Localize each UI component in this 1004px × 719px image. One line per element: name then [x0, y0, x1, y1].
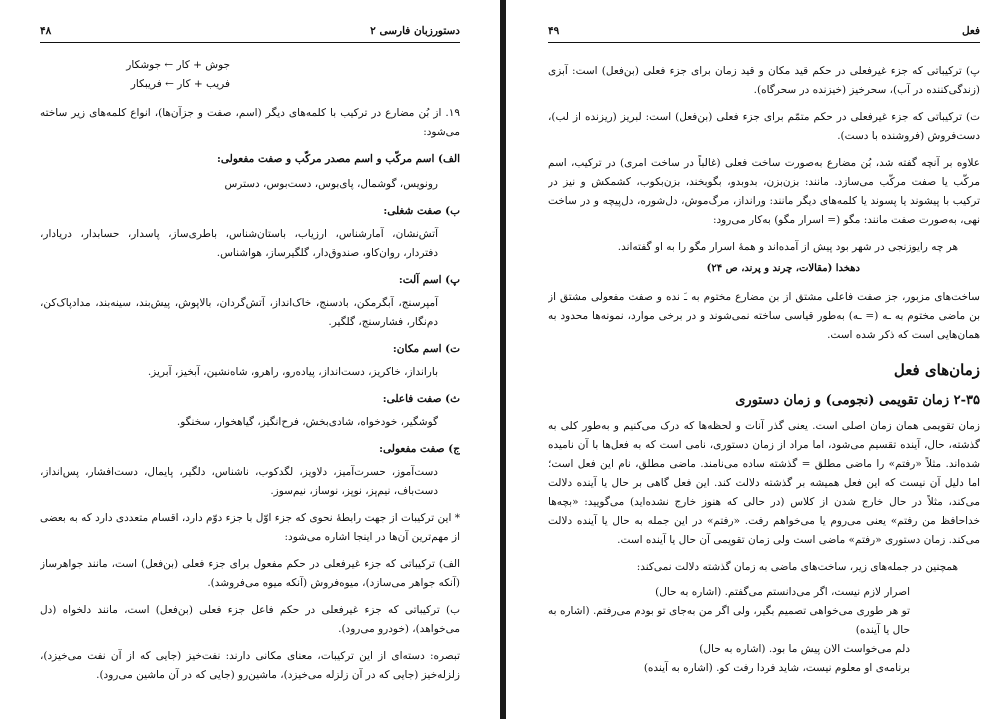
subsection-title: ۲-۳۵ زمان تقویمی (نجومی) و زمان دستوری: [735, 393, 980, 408]
paragraph: همچنین در جمله‌های زیر، ساخت‌های ماضی به زمان گذشته دلالت نمی‌کند:: [636, 561, 958, 573]
page-number: ۴۹: [548, 25, 560, 37]
section-heading: الف) اسم مرکّب و اسم مصدر مرکّب و صفت مفعولی:: [217, 153, 460, 165]
paragraph: ساخت‌های مزبور، جز صفت فاعلی مشتق از بن مضارع مختوم به ـَ نده و صفت مفعولی مشتق از بن ماضی مختوم به ـه (= ـه) به‌طور قیاسی ساخته نمی‌شوند و در برخی موارد، نمونه‌ها محدود به همان‌هایی است که ذکر شده است.: [548, 291, 980, 341]
page-header: [548, 24, 980, 38]
right-page: [548, 0, 980, 719]
note-alef: الف) ترکیباتی که جزء غیرفعلی در حکم مفعول برای جزء فعلی (بن‌فعل) است، مانند جواهرساز (آنکه جواهر می‌سازد)، میوه‌فروش (آنکه میوه می‌فروشد).: [40, 558, 460, 589]
page-gutter: [500, 0, 506, 719]
paragraph: زمان تقویمی همان زمان اصلی است. یعنی گذر آنات و لحظه‌ها که درک می‌کنیم و به‌طور کلی به گذشته، حال، آینده تقسیم می‌شود، اما مراد از زمان دستوری، نامی است که به فعل‌ها با آن نامیده شده‌اند. مثلاً «رفتم» را ماضی مطلق = گذشته ساده می‌نامند. ماضی مطلق، نام این فعل است؛ اما دلیل آن نیست که این فعل همیشه بر گذشته دلالت کند. این فعل گاهی بر حال یا آینده دلالت می‌کند، مثلاً در حال خارج شدن از کلاس (در حالی که هنوز خارج نشده‌اید) می‌گویید: «بچه‌ها خداحافظ من رفتم» یعنی می‌روم یا می‌خواهم رفت. «رفتم» در این جمله به حال یا آینده دلالت می‌کند. زمان دستوری «رفتم» ماضی است ولی زمان تقویمی آن حال یا آینده است.: [548, 420, 980, 546]
section-body: آتش‌نشان، آمارشناس، ارزیاب، باستان‌شناس، باطری‌ساز، پاسدار، حسابدار، دریادار، دفتردار، روان‌کاو، صندوق‌دار، گلگیرساز، هواشناس.: [40, 228, 438, 259]
note-be: ب) ترکیباتی که جزء غیرفعلی در حکم فاعل جزء فعلی (بن‌فعل) است، مانند دلخواه (دل می‌خواهد)، (خودرو می‌رود).: [40, 604, 460, 635]
section-body: رونویس، گوشمال، پای‌بوس، دست‌بوس، دسترس: [224, 178, 438, 190]
section-body: دست‌آموز، حسرت‌آمیز، دلاویز، لگدکوب، ناشناس، دلگیر، پایمال، دست‌افشار، پس‌انداز، دست‌باف، نیم‌پز، نوپز، نوساز، نیم‌سوز.: [40, 466, 438, 497]
page-content: [40, 56, 460, 693]
compound-example: فریب + کار ← فریبکار: [130, 78, 230, 90]
example-sentence: تو هر طوری می‌خواهی تصمیم بگیر، ولی اگر من به‌جای تو بودم می‌رفتم. (اشاره به حال یا آینده): [548, 605, 910, 636]
item-te: ت) ترکیباتی که جزء غیرفعلی در حکم متمّم برای جزء فعلی (بن‌فعل) است: لبریز (ریزنده از لب)، دست‌فروش (فروشنده با دست).: [548, 111, 980, 142]
example-list: [548, 583, 980, 678]
section-title: زمان‌های فعل: [893, 361, 980, 379]
example-sentence: برنامه‌ی او معلوم نیست، شاید فردا رفت کو. (اشاره به آینده): [643, 662, 910, 674]
header-rule: [40, 42, 460, 43]
section-heading: ب) صفت شغلی:: [383, 205, 460, 217]
quotation: هر چه رایوزنجی در شهر بود پیش از آمده‌اند و همهٔ اسرار مگو را به او گفته‌اند.: [617, 241, 958, 253]
running-title: فعل: [961, 25, 980, 37]
section-body: آمپرسنج، آبگرمکن، بادسنج، خاک‌انداز، آتش‌گردان، بالاپوش، پیش‌بند، سینه‌بند، مدادپاک‌کن، دم‌نگار، فشارسنج، گلگیر.: [40, 297, 438, 328]
section-heading: ث) صفت فاعلی:: [382, 393, 460, 405]
running-title: دستورزبان فارسی ۲: [370, 25, 460, 37]
compound-example: جوش + کار ← جوشکار: [126, 59, 230, 71]
section-heading: پ) اسم آلت:: [398, 274, 460, 286]
quotation-source: دهخدا (مقالات، چرند و پرند، ص ۲۴): [706, 263, 860, 274]
example-sentence: اصرار لازم نیست، اگر می‌دانستم می‌گفتم. (اشاره به حال): [655, 586, 910, 598]
example-sentence: دلم می‌خواست الان پیش ما بود. (اشاره به حال): [699, 643, 910, 655]
left-page: [40, 0, 460, 719]
header-rule: [548, 42, 980, 43]
section-body: بارانداز، خاکریز، دست‌انداز، پیاده‌رو، راهرو، شاه‌نشین، آبخیز، آبریز.: [147, 366, 438, 378]
section-body: گوشگیر، خودخواه، شادی‌بخش، فرح‌انگیز، گیاهخوار، سخنگو.: [176, 416, 438, 428]
page-content: [548, 62, 980, 686]
page-number: ۴۸: [40, 25, 52, 37]
item-19: ۱۹. از بُن مضارع در ترکیب با کلمه‌های دیگر (اسم، صفت و جزآن‌ها)، انواع کلمه‌های زیر ساخته می‌شود:: [40, 107, 460, 138]
section-heading: ت) اسم مکان:: [392, 343, 460, 355]
paragraph: علاوه بر آنچه گفته شد، بُن مضارع به‌صورت ساخت فعلی (غالباً در ساخت امری) در ترکیب، اسم مرکّب یا صفت مرکّب می‌سازد. مانند: بزن‌بزن، بدوبدو، بگوبخند، بزن‌بکوب، کشمکش و نیز در ترکیب با پیشوند یا پسوند یا کلمه‌های دیگر مانند: ورانداز، مرگ‌موش، دل‌شوره، دل‌پیچه و در ساخت نهی، به‌صورت صفت مانند: مگو (= اسرار مگو) به‌کار می‌رود:: [548, 157, 980, 226]
page-header: [40, 24, 460, 38]
item-pe: پ) ترکیباتی که جزء غیرفعلی در حکم قید مکان و قید زمان برای جزء فعلی (بن‌فعل) است: آبزی (زندگی‌کننده در آب)، سحرخیز (خیزنده در سحرگاه).: [548, 65, 980, 96]
note-tabsere: تبصره: دسته‌ای از این ترکیبات، معنای مکانی دارند: نفت‌خیز (جایی که از آن نفت می‌خیزد)، زلزله‌خیز (جایی که در آن زلزله می‌خیزد)، ماشین‌رو (جایی که در آن ماشین می‌رود).: [40, 650, 460, 681]
section-heading: ج) صفت مفعولی:: [379, 443, 460, 455]
footnote-note: * این ترکیبات از جهت رابطهٔ نحوی که جزء اوّل با جزء دوّم دارد، اقسام متعددی دارد که به بعضی از مهم‌ترین آن‌ها در اینجا اشاره می‌شود:: [40, 512, 460, 543]
